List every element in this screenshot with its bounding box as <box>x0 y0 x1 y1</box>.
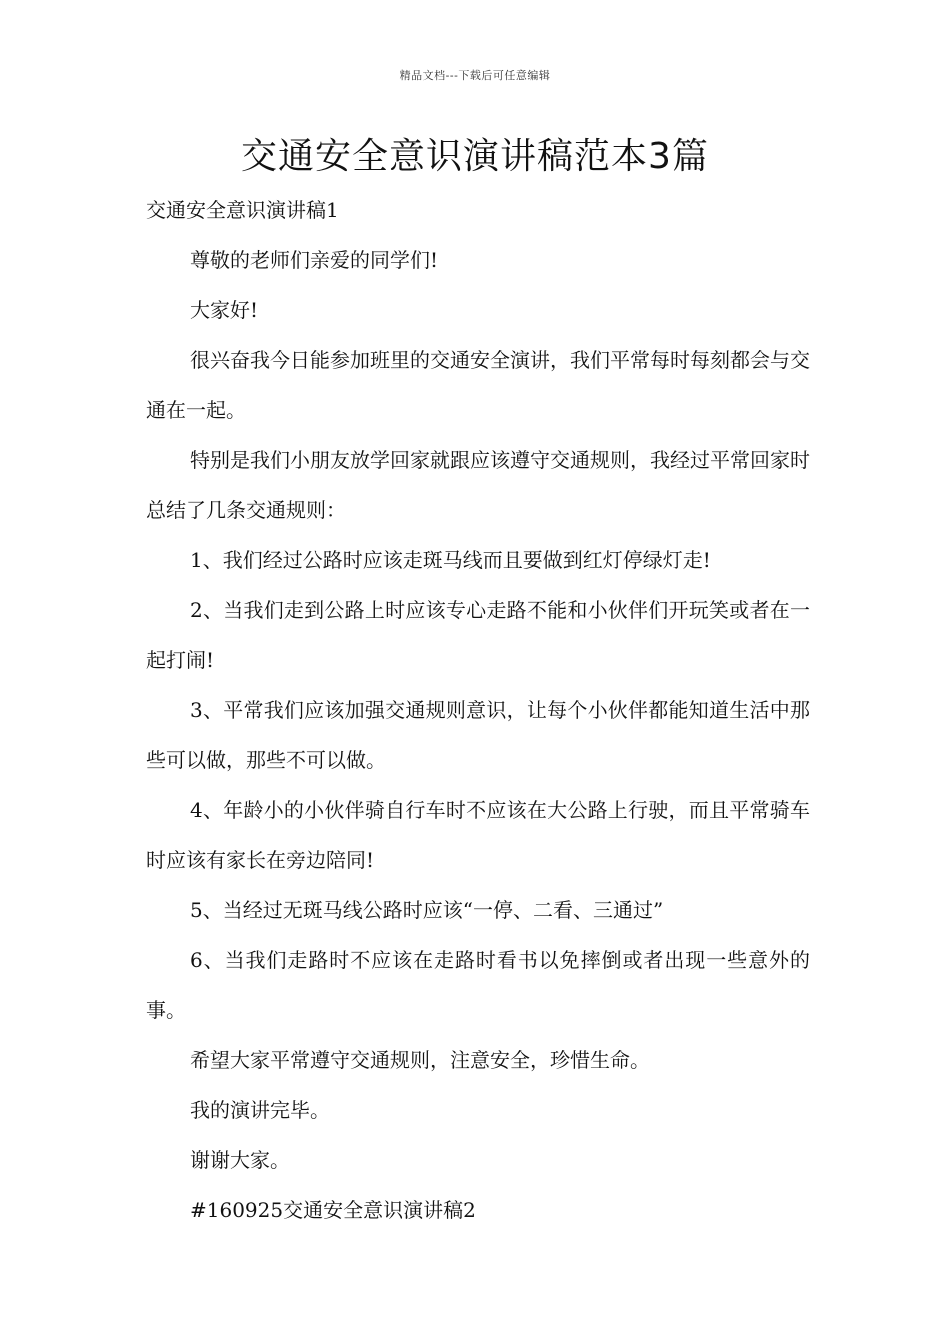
paragraph-rule-5: 5、当经过无斑马线公路时应该“一停、二看、三通过” <box>190 898 664 922</box>
paragraph-greeting: 尊敬的老师们亲爱的同学们! <box>190 248 439 272</box>
paragraph-rule-3: 3、平常我们应该加强交通规则意识，让每个小伙伴都能知道生活中那些可以做，那些不可以做。 <box>146 698 810 772</box>
document-body <box>146 185 810 1235</box>
paragraph-rule-1: 1、我们经过公路时应该走斑马线而且要做到红灯停绿灯走! <box>190 548 711 572</box>
paragraph-hello: 大家好! <box>190 298 259 322</box>
paragraph-rules-intro: 特别是我们小朋友放学回家就跟应该遵守交通规则，我经过平常回家时总结了几条交通规则： <box>146 448 810 522</box>
paragraph-rule-4: 4、年龄小的小伙伴骑自行车时不应该在大公路上行驶，而且平常骑车时应该有家长在旁边陪同! <box>146 798 810 872</box>
paragraph-intro: 很兴奋我今日能参加班里的交通安全演讲，我们平常每时每刻都会与交通在一起。 <box>146 348 810 422</box>
paragraph-rule-6: 6、当我们走路时不应该在走路时看书以免摔倒或者出现一些意外的事。 <box>146 948 810 1022</box>
paragraph-thanks: 谢谢大家。 <box>190 1148 290 1172</box>
paragraph-hope: 希望大家平常遵守交通规则，注意安全，珍惜生命。 <box>190 1048 650 1072</box>
paragraph-rule-2: 2、当我们走到公路上时应该专心走路不能和小伙伴们开玩笑或者在一起打闹! <box>146 598 810 672</box>
section-heading-2: #160925交通安全意识演讲稿2 <box>190 1198 476 1222</box>
paragraph-closing: 我的演讲完毕。 <box>190 1098 330 1122</box>
document-title: 交通安全意识演讲稿范本3篇 <box>241 136 709 177</box>
section-heading: 交通安全意识演讲稿1 <box>146 198 339 222</box>
header-note: 精品文档---下载后可任意编辑 <box>399 69 551 82</box>
